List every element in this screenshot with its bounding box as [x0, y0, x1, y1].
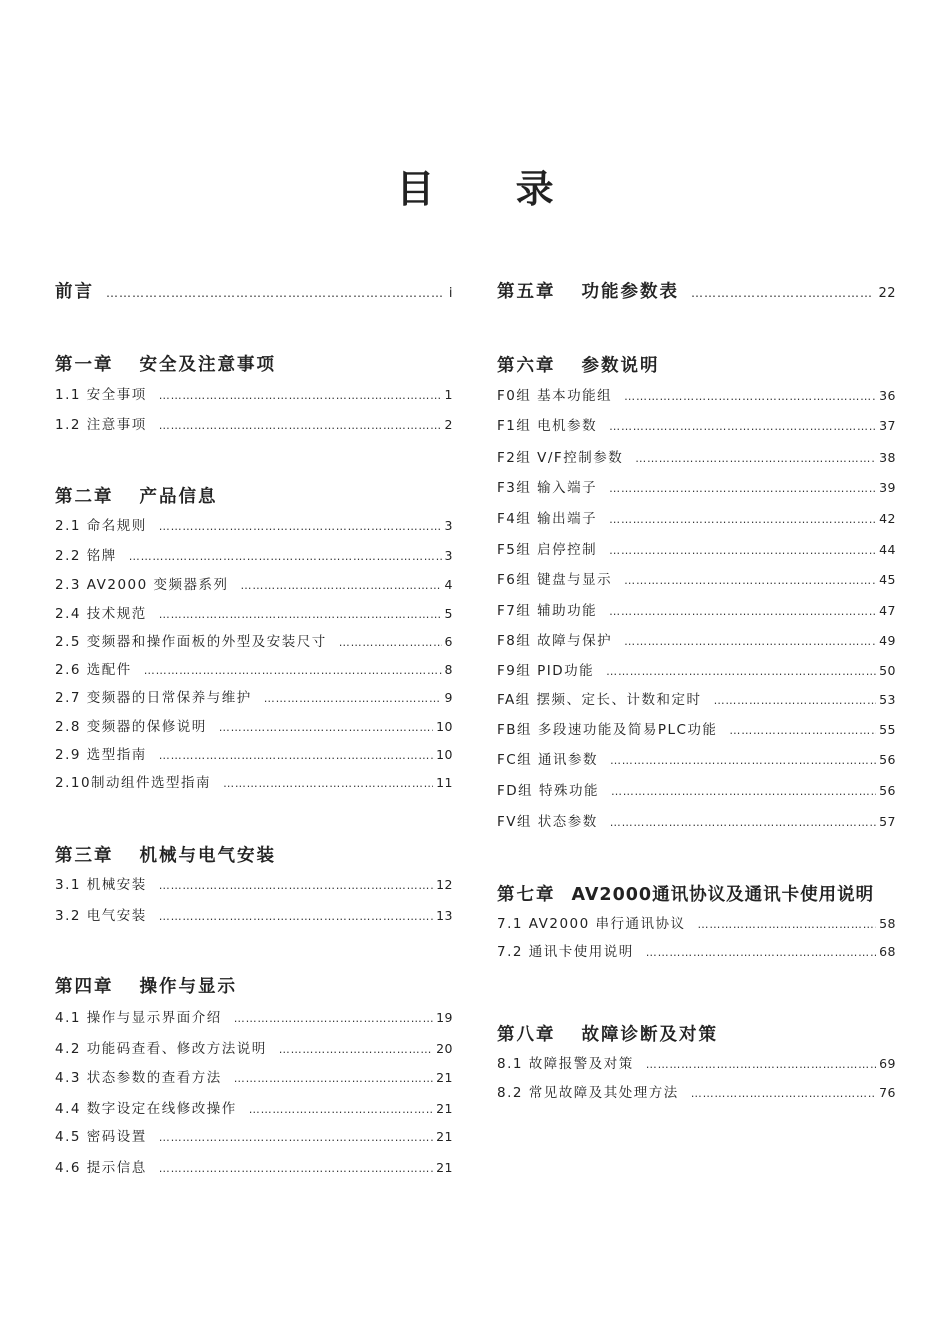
- page-number: 10: [436, 747, 453, 762]
- page-number: 58: [879, 916, 896, 931]
- toc-entry[interactable]: [55, 514, 453, 534]
- page-number: 57: [879, 814, 896, 829]
- dot-leader: [159, 879, 433, 892]
- entry-label: F3组 输入端子: [497, 480, 598, 496]
- dot-leader: [646, 946, 876, 959]
- page-number: 56: [879, 783, 896, 798]
- dot-leader: [609, 482, 876, 495]
- toc-entry[interactable]: [55, 1156, 453, 1176]
- toc-entry[interactable]: [497, 414, 896, 434]
- dot-leader: [241, 579, 442, 592]
- dot-leader: [279, 1043, 433, 1056]
- toc-entry[interactable]: [55, 715, 453, 735]
- entry-label: 4.2 功能码查看、修改方法说明: [55, 1041, 267, 1057]
- dot-leader: [223, 777, 433, 790]
- chapter-number: 第六章: [497, 356, 556, 376]
- chapter-heading[interactable]: [497, 881, 896, 906]
- dot-leader: [610, 816, 876, 829]
- page-number: 9: [444, 690, 453, 705]
- entry-label: F2组 V/F控制参数: [497, 450, 624, 466]
- preface-label: 前言: [55, 282, 94, 302]
- toc-entry[interactable]: [55, 1097, 453, 1117]
- dot-leader: [624, 390, 876, 403]
- page-number: 21: [436, 1070, 453, 1085]
- entry-label: 7.1 AV2000 串行通讯协议: [497, 916, 686, 932]
- page-number: 76: [879, 1085, 896, 1100]
- page-number: 69: [879, 1056, 896, 1071]
- chapter-name: AV2000通讯协议及通讯卡使用说明: [571, 885, 875, 905]
- entry-label: FV组 状态参数: [497, 814, 598, 830]
- toc-entry[interactable]: [55, 658, 453, 678]
- chapter-number: 第八章: [497, 1025, 556, 1045]
- dot-leader: [611, 785, 876, 798]
- entry-label: 1.2 注意事项: [55, 417, 147, 433]
- dot-leader: [339, 636, 442, 649]
- toc-entry[interactable]: [55, 1125, 453, 1145]
- toc-entry[interactable]: [55, 873, 453, 893]
- dot-leader: [698, 918, 877, 931]
- entry-label: FB组 多段速功能及简易PLC功能: [497, 722, 718, 738]
- dot-leader: [714, 694, 877, 707]
- page-number: 44: [879, 542, 896, 557]
- toc-entry[interactable]: [497, 1081, 896, 1101]
- chapter-heading[interactable]: [55, 483, 453, 508]
- entry-label: 2.7 变频器的日常保养与维护: [55, 690, 252, 706]
- entry-label: 2.5 变频器和操作面板的外型及安装尺寸: [55, 634, 327, 650]
- dot-leader: [609, 420, 876, 433]
- entry-label: 4.4 数字设定在线修改操作: [55, 1101, 237, 1117]
- page-number: 1: [444, 387, 453, 402]
- toc-entry[interactable]: [55, 383, 453, 403]
- chapter-number: 第七章: [497, 885, 556, 905]
- toc-entry[interactable]: [497, 384, 896, 404]
- page-number: 56: [879, 752, 896, 767]
- entry-label: F4组 输出端子: [497, 511, 598, 527]
- page-number: 12: [436, 877, 453, 892]
- page-number: 11: [436, 775, 453, 790]
- dot-leader: [635, 452, 876, 465]
- page-number: 45: [879, 572, 896, 587]
- entry-label: 3.1 机械安装: [55, 877, 147, 893]
- toc-entry[interactable]: [55, 1037, 453, 1057]
- dot-leader: [264, 692, 442, 705]
- toc-entry[interactable]: [497, 599, 896, 619]
- page-number: 20: [436, 1041, 453, 1056]
- chapter-number: 第一章: [55, 355, 114, 375]
- page-number: 5: [444, 606, 453, 621]
- toc-entry[interactable]: [497, 688, 896, 708]
- entry-label: 2.10制动组件选型指南: [55, 775, 212, 791]
- page-number: 22: [878, 286, 896, 301]
- toc-preface[interactable]: [55, 278, 453, 303]
- entry-label: 7.2 通讯卡使用说明: [497, 944, 634, 960]
- entry-label: 8.2 常见故障及其处理方法: [497, 1085, 679, 1101]
- chapter-heading[interactable]: [55, 842, 453, 867]
- dot-leader: [624, 635, 876, 648]
- page-number: 21: [436, 1160, 453, 1175]
- entry-label: FA组 摆频、定长、计数和定时: [497, 692, 702, 708]
- dot-leader: [646, 1058, 876, 1071]
- chapter-heading[interactable]: [55, 973, 453, 998]
- entry-label: 2.3 AV2000 变频器系列: [55, 577, 229, 593]
- entry-label: 2.8 变频器的保修说明: [55, 719, 207, 735]
- toc-entry[interactable]: [497, 568, 896, 588]
- dot-leader: [606, 665, 876, 678]
- page-number: 4: [444, 577, 453, 592]
- page-number: 38: [879, 450, 896, 465]
- chapter-number: 第三章: [55, 846, 114, 866]
- toc-entry[interactable]: [497, 629, 896, 649]
- page-number: 50: [879, 663, 896, 678]
- entry-label: 3.2 电气安装: [55, 908, 147, 924]
- page-number: 49: [879, 633, 896, 648]
- dot-leader: [106, 286, 445, 300]
- chapter-name: 机械与电气安装: [139, 846, 276, 866]
- page-number: 21: [436, 1101, 453, 1116]
- dot-leader: [144, 664, 442, 677]
- chapter-number: 第四章: [55, 977, 114, 997]
- entry-label: F8组 故障与保护: [497, 633, 613, 649]
- dot-leader: [609, 544, 876, 557]
- toc-entry[interactable]: [497, 659, 896, 679]
- dot-leader: [609, 513, 876, 526]
- toc-entry[interactable]: [55, 743, 453, 763]
- entry-label: F9组 PID功能: [497, 663, 595, 679]
- toc-entry[interactable]: [497, 446, 896, 466]
- page-number: 39: [879, 480, 896, 495]
- entry-label: 2.6 选配件: [55, 662, 132, 678]
- chapter-name: 操作与显示: [139, 977, 237, 997]
- entry-label: F1组 电机参数: [497, 418, 598, 434]
- page-number: 8: [444, 662, 453, 677]
- page-number: 47: [879, 603, 896, 618]
- toc-entry[interactable]: [497, 507, 896, 527]
- dot-leader: [159, 419, 442, 432]
- entry-label: 2.1 命名规则: [55, 518, 147, 534]
- toc-entry[interactable]: [55, 771, 453, 791]
- entry-label: 4.1 操作与显示界面介绍: [55, 1010, 222, 1026]
- chapter-name: 参数说明: [581, 356, 660, 376]
- toc-entry[interactable]: [55, 904, 453, 924]
- page-number: 42: [879, 511, 896, 526]
- toc-entry[interactable]: [497, 912, 896, 932]
- chapter-name: 故障诊断及对策: [581, 1025, 718, 1045]
- dot-leader: [610, 754, 876, 767]
- dot-leader: [159, 608, 442, 621]
- page-number: 21: [436, 1129, 453, 1144]
- toc-entry[interactable]: [55, 413, 453, 433]
- dot-leader: [691, 286, 874, 300]
- dot-leader: [234, 1072, 433, 1085]
- chapter-name: 功能参数表: [581, 282, 679, 302]
- dot-leader: [159, 389, 442, 402]
- page-number: 2: [444, 417, 453, 432]
- entry-label: 2.4 技术规范: [55, 606, 147, 622]
- dot-leader: [159, 520, 442, 533]
- entry-label: FC组 通讯参数: [497, 752, 598, 768]
- toc-entry[interactable]: [497, 538, 896, 558]
- entry-label: 8.1 故障报警及对策: [497, 1056, 634, 1072]
- toc-entry[interactable]: [55, 630, 453, 650]
- toc-entry[interactable]: [55, 1006, 453, 1026]
- dot-leader: [219, 721, 433, 734]
- chapter-number: 第五章: [497, 282, 556, 302]
- dot-leader: [129, 550, 442, 563]
- entry-label: F0组 基本功能组: [497, 388, 613, 404]
- dot-leader: [729, 724, 876, 737]
- page-number: 3: [444, 518, 453, 533]
- dot-leader: [249, 1103, 433, 1116]
- page-number: 10: [436, 719, 453, 734]
- page-number: 13: [436, 908, 453, 923]
- page-number: 6: [444, 634, 453, 649]
- toc-entry[interactable]: [55, 1066, 453, 1086]
- page-number: 19: [436, 1010, 453, 1025]
- entry-label: 4.3 状态参数的查看方法: [55, 1070, 222, 1086]
- chapter-name: 产品信息: [139, 487, 218, 507]
- toc-entry[interactable]: [497, 810, 896, 830]
- toc-entry[interactable]: [497, 476, 896, 496]
- dot-leader: [234, 1012, 433, 1025]
- page-number: 3: [444, 548, 453, 563]
- page-number: 36: [879, 388, 896, 403]
- page-title: 目 录: [396, 167, 588, 211]
- dot-leader: [624, 574, 876, 587]
- page-number: i: [448, 286, 453, 301]
- entry-label: F6组 键盘与显示: [497, 572, 613, 588]
- entry-label: 4.5 密码设置: [55, 1129, 147, 1145]
- chapter-name: 安全及注意事项: [139, 355, 276, 375]
- toc-entry[interactable]: [497, 940, 896, 960]
- dot-leader: [609, 605, 876, 618]
- toc-entry[interactable]: [55, 686, 453, 706]
- dot-leader: [159, 1162, 433, 1175]
- entry-label: 2.2 铭牌: [55, 548, 117, 564]
- dot-leader: [159, 1131, 433, 1144]
- page-number: 53: [879, 692, 896, 707]
- dot-leader: [691, 1087, 876, 1100]
- toc-entry[interactable]: [55, 602, 453, 622]
- toc-entry[interactable]: [497, 748, 896, 768]
- toc-entry[interactable]: [55, 573, 453, 593]
- toc-entry[interactable]: [55, 544, 453, 564]
- toc-entry[interactable]: [497, 779, 896, 799]
- chapter-heading[interactable]: [497, 278, 896, 303]
- dot-leader: [159, 749, 433, 762]
- entry-label: 2.9 选型指南: [55, 747, 147, 763]
- entry-label: FD组 特殊功能: [497, 783, 599, 799]
- entry-label: 1.1 安全事项: [55, 387, 147, 403]
- chapter-heading[interactable]: [497, 352, 896, 377]
- chapter-heading[interactable]: [497, 1021, 896, 1046]
- page-number: 55: [879, 722, 896, 737]
- toc-entry[interactable]: [497, 718, 896, 738]
- page-number: 37: [879, 418, 896, 433]
- toc-entry[interactable]: [497, 1052, 896, 1072]
- entry-label: F5组 启停控制: [497, 542, 598, 558]
- chapter-number: 第二章: [55, 487, 114, 507]
- page-number: 68: [879, 944, 896, 959]
- entry-label: F7组 辅助功能: [497, 603, 598, 619]
- entry-label: 4.6 提示信息: [55, 1160, 147, 1176]
- dot-leader: [159, 910, 433, 923]
- chapter-heading[interactable]: [55, 351, 453, 376]
